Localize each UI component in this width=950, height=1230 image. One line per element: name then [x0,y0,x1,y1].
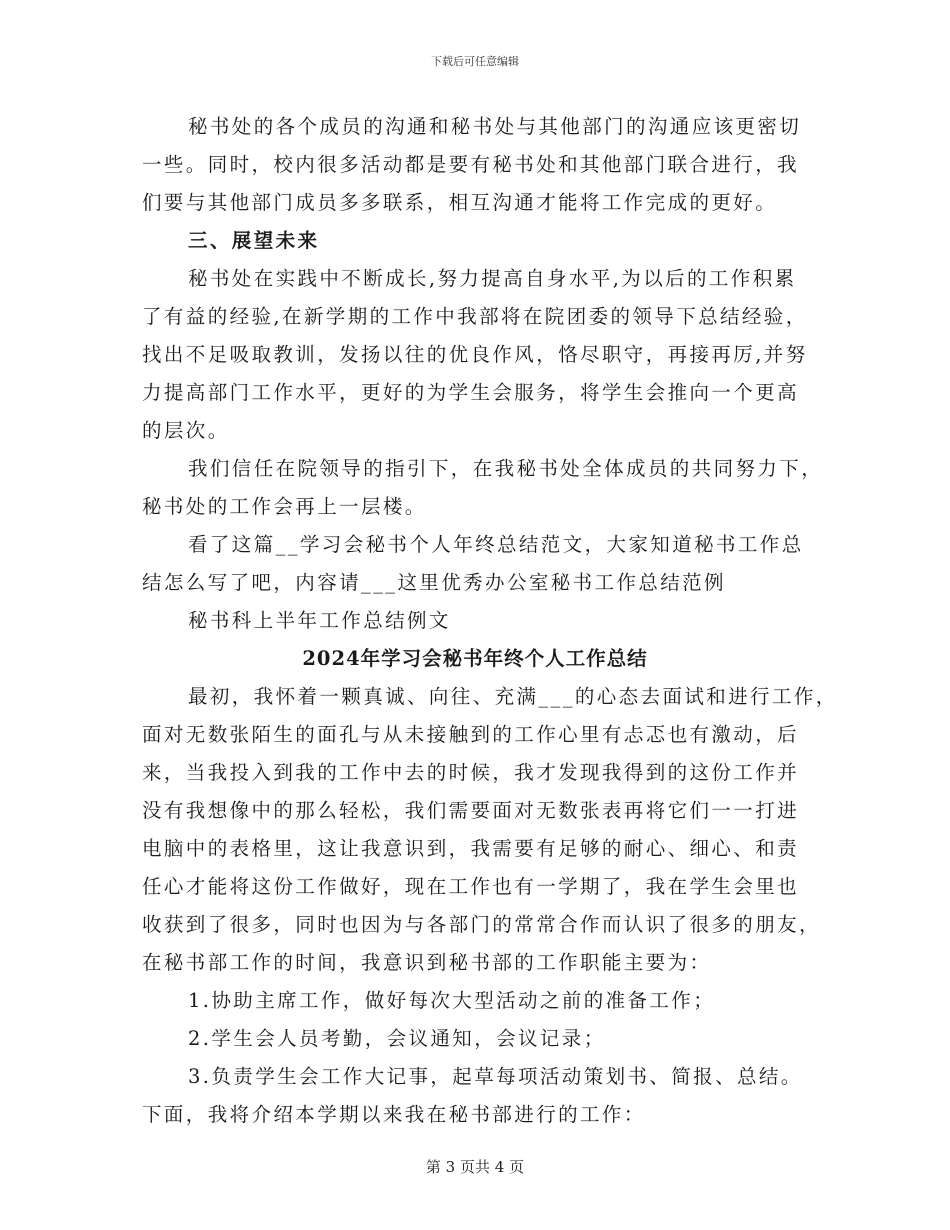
body-line: 面对无数张陌生的面孔与从未接触到的工作心里有忐忑也有激动，后 [142,723,800,746]
body-line: 了有益的经验,在新学期的工作中我部将在院团委的领导下总结经验， [142,305,808,328]
list-item: 3.负责学生会工作大记事，起草每项活动策划书、简报、总结。 [188,1065,803,1088]
body-line: 秘书处的各个成员的沟通和秘书处与其他部门的沟通应该更密切 [188,115,802,138]
body-line: 结怎么写了吧，内容请___这里优秀办公室秘书工作总结范例 [142,571,726,594]
list-item: 1.协助主席工作，做好每次大型活动之前的准备工作； [188,989,716,1012]
body-line: 看了这篇__学习会秘书个人年终总结范文，大家知道秘书工作总 [188,533,804,556]
body-line: 在秘书部工作的时间，我意识到秘书部的工作职能主要为： [142,951,712,974]
section-heading: 三、展望未来 [188,229,320,252]
body-line: 找出不足吸取教训，发扬以往的优良作风，恪尽职守，再接再厉,并努 [142,343,808,366]
body-line: 秘书科上半年工作总结例文 [188,609,451,632]
body-line: 收获到了很多，同时也因为与各部门的常常合作而认识了很多的朋友， [142,913,821,936]
body-line: 们要与其他部门成员多多联系，相互沟通才能将工作完成的更好。 [142,191,778,214]
body-line: 力提高部门工作水平，更好的为学生会服务，将学生会推向一个更高 [142,381,800,404]
body-line: 没有我想像中的那么轻松，我们需要面对无数张表再将它们一一打进 [142,799,800,822]
page-footer: 第 3 页共 4 页 [425,1158,525,1176]
body-line: 秘书处在实践中不断成长,努力提高自身水平,为以后的工作积累 [188,267,797,290]
body-line: 一些。同时，校内很多活动都是要有秘书处和其他部门联合进行，我 [142,153,800,176]
body-line: 的层次。 [142,419,230,442]
document-title: 2024年学习会秘书年终个人工作总结 [302,647,648,670]
list-item: 2.学生会人员考勤，会议通知，会议记录； [188,1027,606,1050]
body-line: 秘书处的工作会再上一层楼。 [142,495,427,518]
body-line: 下面，我将介绍本学期以来我在秘书部进行的工作： [142,1103,646,1126]
body-line: 来，当我投入到我的工作中去的时候，我才发现我得到的这份工作并 [142,761,800,784]
body-line: 任心才能将这份工作做好，现在工作也有一学期了，我在学生会里也 [142,875,800,898]
body-line: 电脑中的表格里，这让我意识到，我需要有足够的耐心、细心、和责 [142,837,800,860]
body-line: 最初，我怀着一颗真诚、向往、充满___的心态去面试和进行工作， [188,685,838,708]
body-line: 我们信任在院领导的指引下，在我秘书处全体成员的共同努力下， [188,457,824,480]
page-header: 下载后可任意编辑 [431,55,519,68]
